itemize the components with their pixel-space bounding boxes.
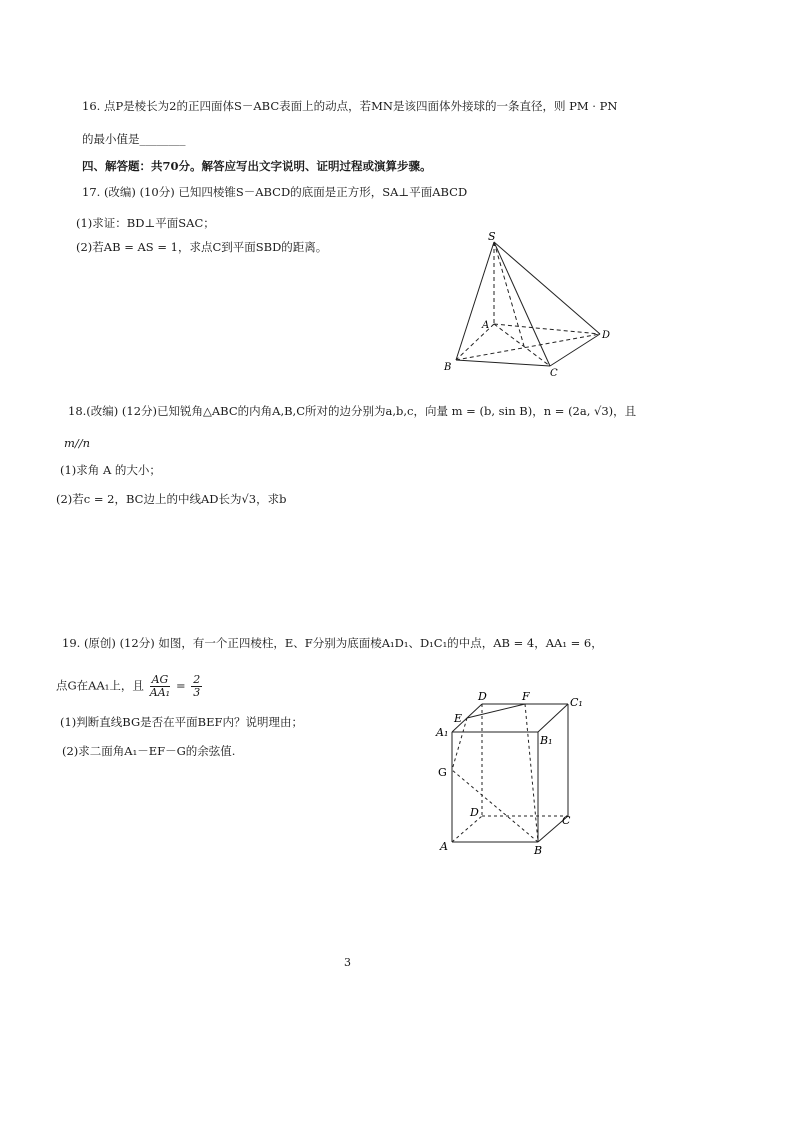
prism-label-a: A	[440, 840, 448, 853]
q19-line2	[56, 674, 204, 699]
prism-label-b: B	[534, 844, 543, 856]
prism-label-c1: C₁	[570, 696, 583, 709]
q19-part2: (2)求二面角A₁－EF－G的余弦值.	[62, 744, 236, 758]
q19-header: 19. (原创) (12分) 如图，有一个正四棱柱，E、F分别为底面棱A₁D₁、D₁C₁的中点，AB = 4，AA₁ = 6，	[62, 636, 603, 650]
pyramid-label-b: B	[444, 362, 452, 373]
prism-figure	[430, 686, 590, 856]
q18-part2: (2)若c = 2，BC边上的中线AD长为√3，求b	[56, 492, 287, 506]
pyramid-figure	[438, 228, 618, 378]
prism-label-c: C	[562, 814, 571, 827]
q16-line1: 16. 点P是棱长为2的正四面体S－ABC表面上的动点，若MN是该四面体外接球的一条直径，则 PM · PN	[82, 99, 618, 113]
q17-header: 17. (改编) (10分) 已知四棱锥S－ABCD的底面是正方形，SA⊥平面ABCD	[82, 185, 468, 199]
page-number: 3	[344, 956, 351, 969]
prism-label-d: D	[470, 806, 479, 819]
ratio-denominator: AA₁	[149, 686, 171, 699]
value-denominator: 3	[193, 686, 201, 699]
q17-part2: (2)若AB = AS = 1，求点C到平面SBD的距离。	[76, 240, 328, 254]
pyramid-label-d: D	[602, 330, 611, 341]
pyramid-label-s: S	[488, 230, 496, 243]
q16-line2: 的最小值是________	[82, 132, 186, 146]
q19-part1: (1)判断直线BG是否在平面BEF内？说明理由；	[60, 715, 303, 729]
pyramid-label-a: A	[482, 320, 490, 331]
ratio-numerator: AG	[151, 673, 169, 686]
ratio-fraction	[150, 674, 171, 699]
prism-label-e: E	[454, 712, 463, 725]
prism-label-a1: A₁	[436, 726, 449, 739]
prism-label-d1: D	[478, 690, 487, 703]
value-fraction	[191, 674, 202, 699]
prism-label-g: G	[438, 766, 447, 779]
value-numerator: 2	[193, 673, 201, 686]
prism-label-f: F	[522, 690, 530, 703]
q18-line2: m//n	[64, 436, 91, 450]
q18-header: 18.(改编) (12分)已知锐角△ABC的内角A,B,C所对的边分别为a,b,c，向量 m = (b, sin B)，n = (2a, √3)，且	[68, 404, 637, 418]
ratio-equals: =	[175, 678, 186, 693]
q18-part1: (1)求角 A 的大小；	[60, 463, 161, 477]
section-heading: 四、解答题：共70分。解答应写出文字说明、证明过程或演算步骤。	[82, 159, 432, 173]
q19-line2-prefix: 点G在AA₁上，且	[56, 678, 144, 693]
prism-label-b1: B₁	[540, 734, 553, 747]
q17-part1: (1)求证：BD⊥平面SAC；	[76, 216, 215, 230]
pyramid-label-c: C	[550, 368, 558, 378]
